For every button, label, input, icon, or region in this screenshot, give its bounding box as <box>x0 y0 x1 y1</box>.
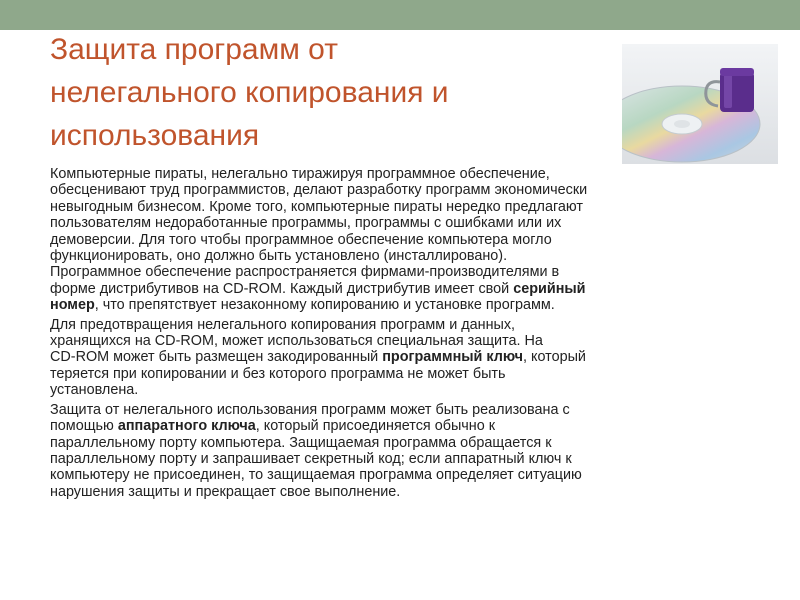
text-segment: параллельному порту компьютера. Защищаемая программа обращается к <box>50 434 552 451</box>
text-line <box>50 382 760 398</box>
text-line <box>50 484 760 500</box>
text-line <box>50 182 760 198</box>
cd-with-padlock-image <box>622 44 778 164</box>
text-segment: установлена. <box>50 382 139 399</box>
text-line <box>50 281 760 297</box>
paragraph <box>50 317 760 399</box>
text-segment: , что препятствует незаконному копированию и установке программ. <box>94 297 555 314</box>
text-segment: невыгодным бизнесом. Кроме того, компьютерные пираты нередко предлагают <box>50 198 583 215</box>
text-line <box>50 166 760 182</box>
text-line <box>50 349 760 365</box>
body-text <box>50 166 760 503</box>
title-line: нелегального копирования и <box>50 76 449 109</box>
top-banner <box>0 0 800 30</box>
text-line <box>50 451 760 467</box>
bold-term: программный ключ <box>382 349 524 366</box>
text-segment: форме дистрибутивов на CD-ROM. Каждый дистрибутив имеет свой <box>50 280 514 297</box>
text-line <box>50 199 760 215</box>
text-segment: теряется при копировании и без которого программа не может быть <box>50 365 506 382</box>
text-line <box>50 467 760 483</box>
text-line <box>50 366 760 382</box>
slide-title <box>50 28 570 157</box>
text-line <box>50 264 760 280</box>
text-line <box>50 435 760 451</box>
text-segment: помощью <box>50 418 118 435</box>
text-segment: обесценивают труд программистов, делают разработку программ экономически <box>50 182 588 199</box>
text-segment: Защита от нелегального использования программ может быть реализована с <box>50 401 570 418</box>
text-segment: пользователям недоработанные программы, программы с ошибками или их <box>50 215 562 232</box>
text-segment: функционировать, оно должно быть установлено (инсталлировано). <box>50 248 508 265</box>
title-line: Защита программ от <box>50 33 338 66</box>
text-segment: Компьютерные пираты, нелегально тиражируя программное обеспечение, <box>50 166 550 182</box>
text-segment: хранящихся на CD-ROM, может использоваться специальная защита. На <box>50 333 543 350</box>
text-line <box>50 333 760 349</box>
bold-term: аппаратного ключа <box>117 418 256 435</box>
text-segment: , который <box>523 349 586 366</box>
text-line <box>50 418 760 434</box>
text-line <box>50 248 760 264</box>
text-segment: , который присоединяется обычно к <box>255 418 496 435</box>
text-segment: Программное обеспечение распространяется фирмами-производителями в <box>50 264 560 281</box>
text-line <box>50 215 760 231</box>
text-segment: параллельному порту и запрашивает секретный код; если аппаратный ключ к <box>50 450 572 467</box>
title-line: использования <box>50 119 260 152</box>
bold-term: серийный <box>513 280 586 297</box>
paragraph <box>50 166 760 314</box>
text-line <box>50 297 760 313</box>
text-line <box>50 402 760 418</box>
text-segment: демоверсии. Для того чтобы программное обеспечение компьютера могло <box>50 231 552 248</box>
text-segment: CD-ROM может быть размещен закодированный <box>50 349 383 366</box>
text-segment: нарушения защиты и прекращает свое выполнение. <box>50 483 401 500</box>
text-line <box>50 317 760 333</box>
bold-term: номер <box>50 297 95 314</box>
text-line <box>50 232 760 248</box>
paragraph <box>50 402 760 500</box>
text-segment: Для предотвращения нелегального копирования программ и данных, <box>50 316 516 333</box>
text-segment: компьютеру не присоединен, то защищаемая программа определяет ситуацию <box>50 467 582 484</box>
